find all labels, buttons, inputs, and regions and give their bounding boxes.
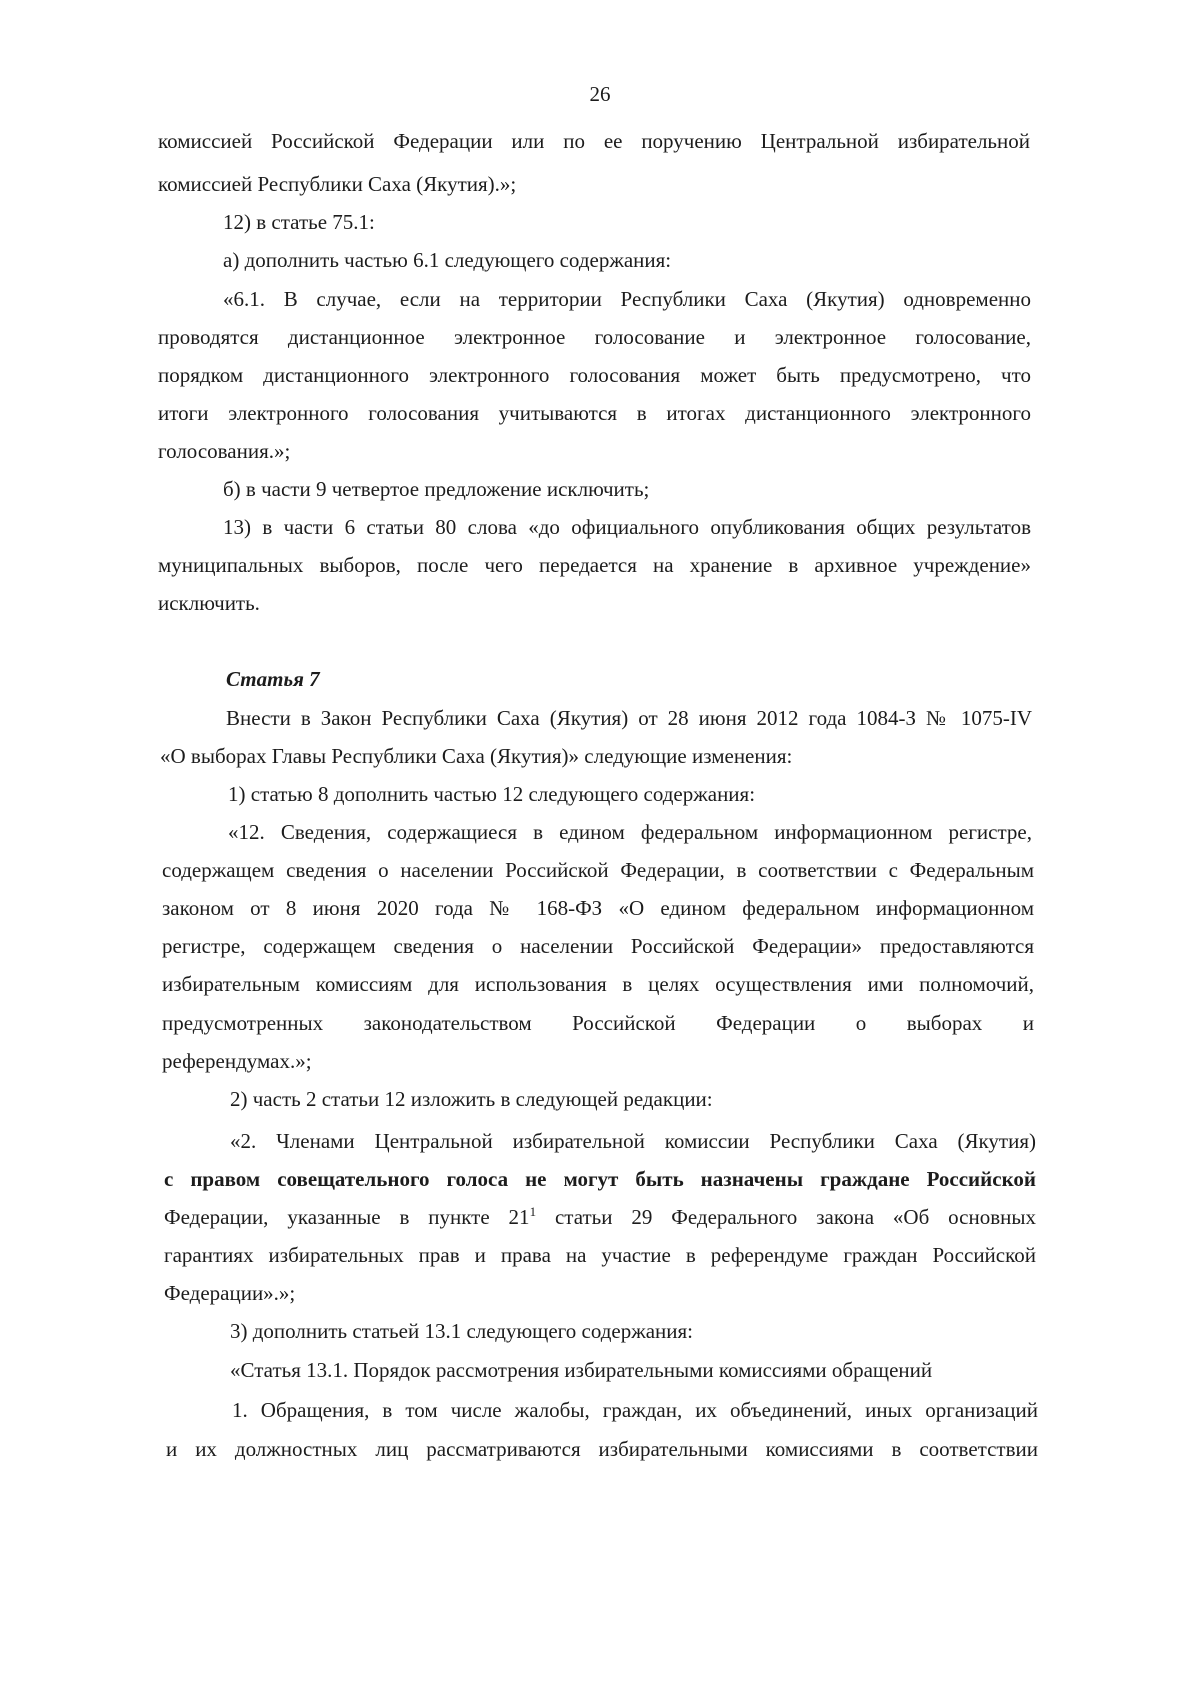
text-line: «6.1. В случае, если на территории Республики Саха (Якутия) одновременно [223,287,1031,311]
text-line: комиссией Республики Саха (Якутия).»; [158,172,517,196]
text-line: муниципальных выборов, после чего передается на хранение в архивное учреждение» [158,553,1031,577]
text-line: а) дополнить частью 6.1 следующего содержания: [223,248,672,272]
text-segment: статьи 29 Федерального закона «Об основных [536,1205,1036,1229]
text-line: 3) дополнить статьей 13.1 следующего содержания: [230,1319,694,1343]
text-line: «О выборах Главы Республики Саха (Якутия)» следующие изменения: [160,744,793,768]
text-line: законом от 8 июня 2020 года № 168-ФЗ «О едином федеральном информационном [162,896,1034,920]
text-line: референдумах.»; [162,1049,312,1073]
text-line: б) в части 9 четвертое предложение исключить; [223,477,650,501]
text-line: 1. Обращения, в том числе жалобы, граждан, их объединений, иных организаций [232,1398,1038,1422]
page-number: 26 [589,82,611,106]
text-line: проводятся дистанционное электронное голосование и электронное голосование, [158,325,1031,349]
text-line: 1) статью 8 дополнить частью 12 следующего содержания: [228,782,756,806]
text-line: гарантиях избирательных прав и права на участие в референдуме граждан Российской [164,1243,1036,1267]
text-line: «Статья 13.1. Порядок рассмотрения избирательными комиссиями обращений [230,1358,933,1382]
text-line: Внести в Закон Республики Саха (Якутия) от 28 июня 2012 года 1084-З № 1075-IV [226,706,1032,730]
text-line: избирательным комиссиям для использования в целях осуществления ими полномочий, [162,972,1034,996]
text-line: комиссией Российской Федерации или по ее поручению Центральной избирательной [158,129,1030,153]
text-line: с правом совещательного голоса не могут быть назначены граждане Российской [164,1167,1036,1191]
text-line: 12) в статье 75.1: [223,210,375,234]
text-line: 13) в части 6 статьи 80 слова «до официального опубликования общих результатов [223,515,1031,539]
text-line: порядком дистанционного электронного голосования может быть предусмотрено, что [158,363,1031,387]
text-line: голосования.»; [158,439,291,463]
text-segment: Федерации, указанные в пункте 21 [164,1205,530,1229]
text-line [164,1204,1036,1230]
article-heading: Статья 7 [226,667,320,691]
text-line: «2. Членами Центральной избирательной комиссии Республики Саха (Якутия) [230,1129,1036,1153]
text-line: и их должностных лиц рассматриваются избирательными комиссиями в соответствии [166,1437,1038,1461]
text-line: Федерации».»; [164,1281,296,1305]
text-line: итоги электронного голосования учитываются в итогах дистанционного электронного [158,401,1031,425]
text-line: предусмотренных законодательством Российской Федерации о выборах и [162,1011,1034,1035]
text-line: 2) часть 2 статьи 12 изложить в следующей редакции: [230,1087,713,1111]
text-line: исключить. [158,591,260,615]
text-line: регистре, содержащем сведения о населении Российской Федерации» предоставляются [162,934,1034,958]
superscript: 1 [529,1204,537,1219]
text-line: содержащем сведения о населении Российской Федерации, в соответствии с Федеральным [162,858,1034,882]
text-line: «12. Сведения, содержащиеся в едином федеральном информационном регистре, [228,820,1032,844]
